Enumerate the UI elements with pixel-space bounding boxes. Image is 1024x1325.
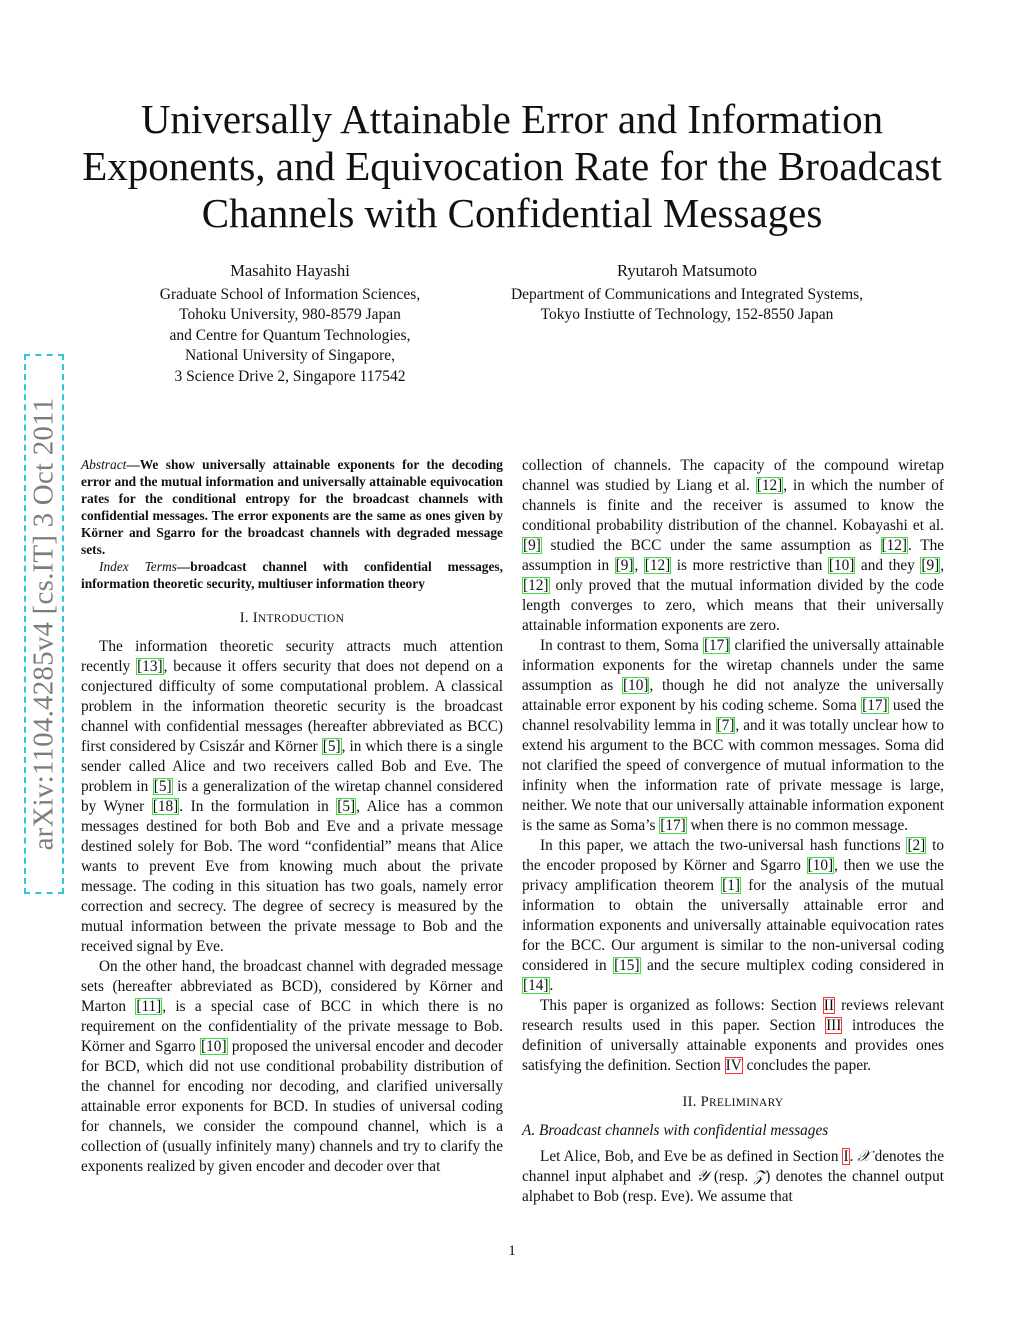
citation-link[interactable]: [10] xyxy=(201,1038,227,1055)
arxiv-stamp[interactable] xyxy=(24,354,64,894)
paragraph: In this paper, we attach the two-universal hash functions [2] to the encoder proposed by Körner and Sgarro [10], then we use the privacy amplification theorem [1] for the analysis of the mutual information to obtain the universally attainable error and information exponents and universally attainable equivocation rates for the BCC. Our argument is similar to the non-universal coding considered in [15] and the secure multiplex coding considered in [14]. xyxy=(522,837,945,994)
abstract xyxy=(81,456,503,558)
section-link[interactable]: I xyxy=(843,1148,849,1165)
citation-link[interactable]: [9] xyxy=(921,557,940,574)
paragraph: On the other hand, the broadcast channel with degraded message sets (hereafter abbreviated as BCD), considered by Körner and Marton [11], is a special case of BCC in which there is no requirement on the confidentiality of the private message to Bob. Körner and Sgarro [10] proposed the universal encoder and decoder for BCD, which did not use conditional probability distribution of the channel for encoding nor decoding, and clarified universally attainable error exponents for BCD. In studies of universal coding for channels, we consider the compound channel, which is a collection of (usually infinitely many) channels and try to clarify the exponents realized by given encoder and decoder over that xyxy=(81,958,503,1175)
author-block-1 xyxy=(120,261,460,387)
citation-link[interactable]: [5] xyxy=(153,778,172,795)
affiliation-line: 3 Science Drive 2, Singapore 117542 xyxy=(174,367,406,385)
right-column xyxy=(522,456,944,1207)
citation-link[interactable]: [7] xyxy=(716,717,735,734)
citation-link[interactable]: [2] xyxy=(907,837,926,854)
paragraph: Let Alice, Bob, and Eve be as defined in Section I. 𝒳 denotes the channel input alphabet and 𝒴 (resp. 𝒵) denotes the channel output alphabet to Bob (resp. Eve). We assume that xyxy=(522,1148,944,1205)
citation-link[interactable]: [10] xyxy=(807,857,834,874)
index-terms xyxy=(81,558,503,592)
section-heading-introduction xyxy=(81,608,503,629)
citation-link[interactable]: [17] xyxy=(660,817,686,834)
section-title-initial: P xyxy=(700,1094,709,1110)
section-link[interactable]: IV xyxy=(725,1057,742,1074)
index-terms-label: Index Terms xyxy=(99,559,177,574)
citation-link[interactable]: [17] xyxy=(862,697,888,714)
citation-link[interactable]: [9] xyxy=(523,537,541,554)
abstract-label: Abstract xyxy=(81,457,127,472)
affiliation-line: Tohoku University, 980-8579 Japan xyxy=(179,306,401,323)
citation-link[interactable]: [14] xyxy=(523,977,549,994)
math-symbol: 𝒴 xyxy=(696,1168,709,1185)
abstract-text: —We show universally attainable exponents for the decoding error and the mutual information and universally attainable equivocation rates for the conditional entropy for the broadcast channels with confidential messages. The error exponents are the same as ones given by Körner and Sgarro for the broadcast channels with degraded message sets. xyxy=(81,457,503,557)
citation-link[interactable]: [18] xyxy=(152,798,179,815)
affiliation-line: Graduate School of Information Sciences, xyxy=(159,285,421,303)
citation-link[interactable]: [10] xyxy=(828,557,855,574)
citation-link[interactable]: [5] xyxy=(322,738,341,755)
section-title-rest: RELIMINARY xyxy=(708,1097,784,1109)
paragraph: collection of channels. The capacity of the compound wiretap channel was studied by Liang et al. [12], in which the number of channels is finite and the receiver is assumed to know the conditional probability distribution of the channel. Kobayashi et al. [9] studied the BCC under the same assumption as [12]. The assumption in [9], [12] is more restrictive than [10] and they [9], [12] only proved that the mutual information divided by the code length converges to zero, which means that their universally attainable information exponents are zero. xyxy=(522,457,945,634)
affiliation-line: and Centre for Quantum Technologies, xyxy=(169,326,411,344)
paragraph: This paper is organized as follows: Section II reviews relevant research results used in this paper. Section III introduces the definition of universally attainable exponents and provides ones satisfying the definition. Section IV concludes the paper. xyxy=(522,997,944,1074)
citation-link[interactable]: [13] xyxy=(137,658,163,675)
author-name: Ryutaroh Matsumoto xyxy=(616,261,758,280)
paragraph: The information theoretic security attracts much attention recently [13], because it offers security that does not depend on a conjectured difficulty of some computational problem. A classical problem in the information theoretic security is the broadcast channel with confidential messages (hereafter abbreviated as BCC) first considered by Csiszár and Körner [5], in which there is a single sender called Alice and two receivers called Bob and Eve. The problem in [5] is a generalization of the wiretap channel considered by Wyner [18]. In the formulation in [5], Alice has a common messages destined for both Bob and Eve and a private message destined solely for Bob. The word “confidential” means that Alice wants to prevent Eve from knowing much about the private message. The coding in this situation has two goals, namely error correction and secrecy. The degree of secrecy is measured by the mutual information between the private message to Bob and the received signal by Eve. xyxy=(81,638,503,955)
right-body-top xyxy=(522,456,944,1076)
citation-link[interactable]: [10] xyxy=(622,677,649,694)
author-block-2 xyxy=(480,261,894,326)
section-number: I. xyxy=(239,610,253,626)
citation-link[interactable]: [12] xyxy=(881,537,908,554)
section-title-rest: NTRODUCTION xyxy=(257,613,345,625)
right-body-bottom xyxy=(522,1147,944,1207)
left-body xyxy=(81,637,503,1177)
affiliation-line: National University of Singapore, xyxy=(184,347,396,364)
math-symbol: 𝒵 xyxy=(753,1168,766,1185)
index-terms-text: —broadcast channel with confidential messages, information theoretic security, multiuser information theory xyxy=(81,559,503,591)
author-name: Masahito Hayashi xyxy=(230,261,350,280)
citation-link[interactable]: [15] xyxy=(614,957,640,974)
section-link[interactable]: III xyxy=(826,1017,842,1034)
section-number: II. xyxy=(682,1094,701,1110)
citation-link[interactable]: [11] xyxy=(136,998,162,1015)
section-link[interactable]: II xyxy=(823,997,834,1014)
paper-title xyxy=(60,96,964,237)
page-number: 1 xyxy=(508,1243,516,1259)
subsection-heading: A. Broadcast channels with confidential messages xyxy=(522,1122,829,1139)
title-line-1: Universally Attainable Error and Information xyxy=(140,96,884,142)
citation-link[interactable]: [1] xyxy=(722,877,741,894)
citation-link[interactable]: [12] xyxy=(644,557,671,574)
section-title-initial: I xyxy=(252,610,258,626)
section-heading-preliminary xyxy=(522,1092,944,1113)
citation-link[interactable]: [17] xyxy=(703,637,730,654)
arxiv-identifier: arXiv:1104.4285v4 [cs.IT] 3 Oct 2011 xyxy=(27,397,60,851)
citation-link[interactable]: [5] xyxy=(337,798,356,815)
title-line-2: Exponents, and Equivocation Rate for the Broadcast xyxy=(82,143,942,189)
left-column xyxy=(81,456,503,1177)
affiliation-line: Department of Communications and Integrated Systems, xyxy=(510,285,864,303)
citation-link[interactable]: [9] xyxy=(615,557,634,574)
paragraph: In contrast to them, Soma [17] clarified the universally attainable information exponents for the wiretap channels under the same assumption as [10], though he did not analyze the universally attainable error exponent by his coding scheme. Soma [17] used the channel resolvability lemma in [7], and it was totally unclear how to extend his argument to the BCC with common messages. Soma did not clarified the speed of convergence of mutual information to the infinity when the information rate of private message is large, neither. We note that our universally attainable information exponent is the same as Soma’s [17] when there is no common message. xyxy=(522,637,944,834)
citation-link[interactable]: [12] xyxy=(523,577,549,594)
citation-link[interactable]: [12] xyxy=(756,477,783,494)
affiliation-line: Tokyo Instiutte of Technology, 152-8550 Japan xyxy=(540,306,834,323)
math-symbol: 𝒳 xyxy=(857,1148,871,1165)
title-line-3: Channels with Confidential Messages xyxy=(201,190,823,236)
